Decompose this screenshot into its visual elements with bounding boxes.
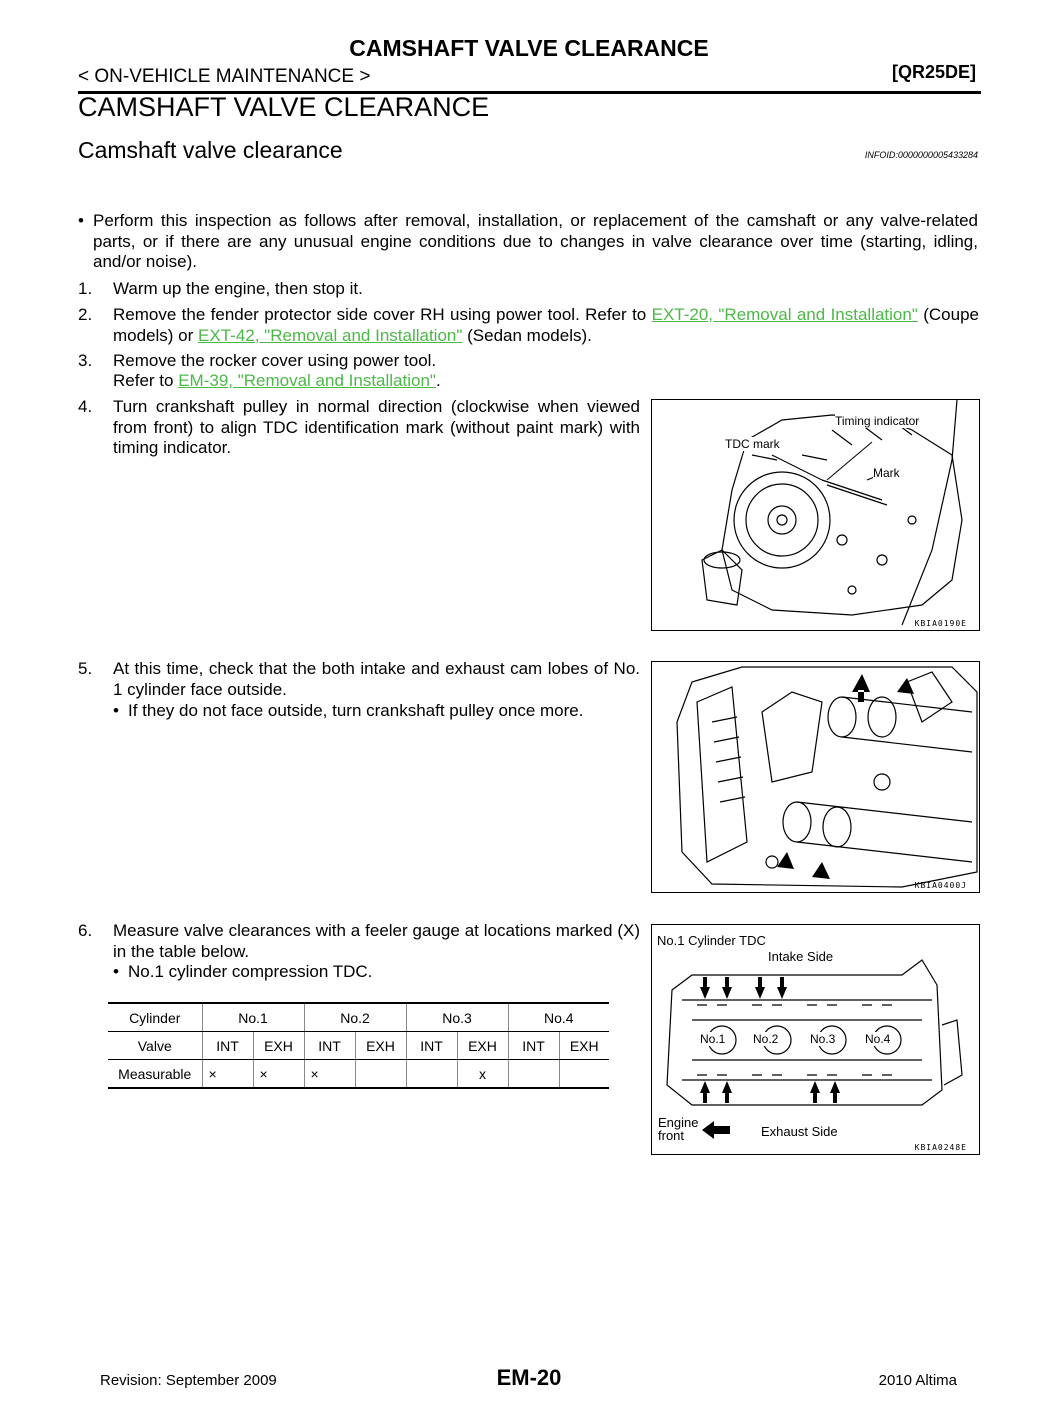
table-cell: No.4 — [508, 1003, 609, 1032]
table-row — [108, 1032, 609, 1060]
table-cell: EXH — [355, 1032, 406, 1060]
step-6-sub: No.1 cylinder compression TDC. — [128, 962, 373, 981]
table-cell: No.3 — [406, 1003, 508, 1032]
step-4-text: Turn crankshaft pulley in normal direction (clockwise when viewed from front) to align TDC identification mark (without paint mark) with timing indicator. — [113, 397, 640, 457]
footer-revision: Revision: September 2009 — [100, 1372, 277, 1389]
table-cell — [559, 1060, 609, 1089]
step-3-text — [113, 371, 978, 392]
figure-cam-lobes — [651, 661, 980, 893]
table-cell — [508, 1060, 559, 1089]
table-cell: EXH — [253, 1032, 304, 1060]
label-intake-side: Intake Side — [768, 949, 834, 964]
table-cell: INT — [202, 1032, 253, 1060]
engine-front-illustration — [652, 400, 979, 630]
step-6-text: Measure valve clearances with a feeler gauge at locations marked (X) in the table below. — [113, 921, 640, 961]
section-title: CAMSHAFT VALVE CLEARANCE — [78, 92, 490, 122]
bullet-dot: • — [78, 211, 84, 230]
step-number: 5. — [78, 659, 93, 678]
footer-model: 2010 Altima — [878, 1372, 957, 1389]
label-timing-indicator: Timing indicator — [835, 414, 920, 428]
table-cell: × — [304, 1060, 355, 1089]
intro-bullet: Perform this inspection as follows after removal, installation, or replacement of the camshaft or any valve-related parts, or if there are any unusual engine conditions due to changes in valve clearance over time (starting, idling, and/or noise). — [93, 211, 978, 271]
label-front: front — [658, 1128, 685, 1143]
table-cell: INT — [508, 1032, 559, 1060]
label-exhaust-side: Exhaust Side — [761, 1124, 838, 1139]
table-cell: EXH — [457, 1032, 508, 1060]
step-3-text-a: Remove the rocker cover using power tool. — [113, 351, 437, 370]
step-3-text-c: . — [435, 371, 441, 390]
label-tdc-mark: TDC mark — [725, 437, 780, 451]
step-2-text — [113, 305, 979, 346]
step-1-text: Warm up the engine, then stop it. — [113, 279, 363, 298]
step-number: 6. — [78, 921, 93, 940]
label-mark: Mark — [873, 466, 900, 480]
step-number: 3. — [78, 351, 93, 370]
table-cell: No.2 — [304, 1003, 406, 1032]
direction-arrows — [652, 662, 979, 892]
table-cell: INT — [304, 1032, 355, 1060]
page-number: EM-20 — [496, 1365, 562, 1390]
step-number: 4. — [78, 397, 93, 416]
link-em-39[interactable]: EM-39, "Removal and Installation" — [178, 371, 436, 390]
link-ext-20[interactable]: EXT-20, "Removal and Installation" — [651, 305, 918, 324]
table-header-row — [108, 1003, 609, 1032]
table-row — [108, 1060, 609, 1089]
step-3-text-b: Refer to — [113, 371, 179, 390]
label-no2: No.2 — [753, 1032, 779, 1046]
sub-bullet-dot: • — [113, 962, 119, 981]
step-number: 1. — [78, 279, 93, 298]
step-5-text: At this time, check that the both intake and exhaust cam lobes of No. 1 cylinder face outside. — [113, 659, 640, 699]
label-no3: No.3 — [810, 1032, 836, 1046]
step-2-text-a: Remove the fender protector side cover RH using power tool. Refer to — [113, 305, 652, 324]
engine-front-arrow-icon — [702, 1121, 730, 1139]
page-header-title: CAMSHAFT VALVE CLEARANCE — [349, 35, 709, 61]
breadcrumb: < ON-VEHICLE MAINTENANCE > — [78, 66, 371, 87]
table-cell: Valve — [108, 1032, 202, 1060]
table-cell: × — [202, 1060, 253, 1089]
table-cell: Measurable — [108, 1060, 202, 1089]
figure-code: KBIA0190E — [914, 619, 967, 628]
table-cell: Cylinder — [108, 1003, 202, 1032]
table-cell: EXH — [559, 1032, 609, 1060]
figure-valve-locations — [651, 924, 980, 1155]
label-no4: No.4 — [865, 1032, 891, 1046]
section-subtitle: Camshaft valve clearance — [78, 137, 343, 163]
figure-code: KBIA0400J — [914, 881, 967, 890]
table-cell — [406, 1060, 457, 1089]
table-cell: No.1 — [202, 1003, 304, 1032]
info-id: INFOID:0000000005433284 — [864, 150, 978, 160]
table-cell: x — [457, 1060, 508, 1089]
table-cell: × — [253, 1060, 304, 1089]
engine-code: [QR25DE] — [891, 62, 976, 82]
step-2-text-c: (Sedan models). — [462, 325, 592, 345]
table-cell: INT — [406, 1032, 457, 1060]
label-no1: No.1 — [700, 1032, 726, 1046]
label-engine: Engine — [658, 1115, 699, 1130]
table-cell — [355, 1060, 406, 1089]
figure-code: KBIA0248E — [914, 1143, 967, 1152]
sub-bullet-dot: • — [113, 701, 119, 720]
step-5-sub: If they do not face outside, turn crankshaft pulley once more. — [128, 701, 584, 720]
step-number: 2. — [78, 305, 93, 324]
step-2-text-b: (Coupe models) or — [113, 305, 979, 345]
link-ext-42[interactable]: EXT-42, "Removal and Installation" — [198, 325, 463, 345]
valve-clearance-table — [108, 1002, 609, 1089]
figure-timing-indicator — [651, 399, 980, 631]
label-cylinder-tdc: No.1 Cylinder TDC — [657, 933, 766, 948]
